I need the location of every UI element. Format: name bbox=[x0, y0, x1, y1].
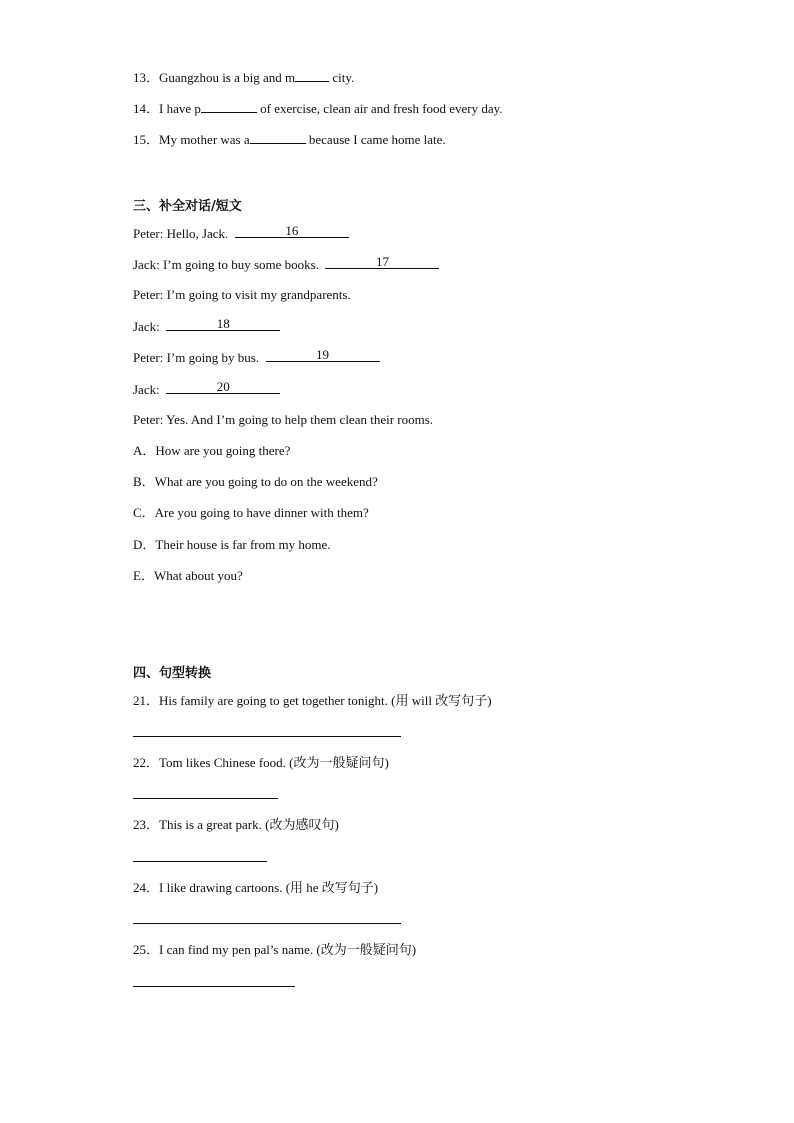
question-24: 24．I like drawing cartoons. (用 he 改写句子) bbox=[133, 880, 379, 895]
dialogue-text: Peter: I’m going by bus. bbox=[133, 350, 260, 365]
blank-number: 18 bbox=[216, 316, 230, 331]
option-a: A．How are you going there? bbox=[133, 443, 291, 458]
answer-blank-20[interactable] bbox=[166, 381, 280, 394]
blank-number: 19 bbox=[316, 347, 330, 362]
question-14 bbox=[133, 100, 503, 117]
answer-line-25[interactable] bbox=[133, 986, 295, 987]
question-text: of exercise, clean air and fresh food every day. bbox=[256, 101, 503, 116]
question-number: 14． bbox=[133, 101, 160, 116]
question-text: I have p bbox=[159, 101, 201, 116]
dialogue-line-1 bbox=[133, 225, 349, 242]
blank-number: 20 bbox=[216, 379, 230, 394]
question-text: My mother was a bbox=[159, 132, 250, 147]
dialogue-text: Jack: I’m going to buy some books. bbox=[133, 257, 319, 272]
section-3-title: 三、补全对话/短文 bbox=[133, 199, 242, 214]
dialogue-line-3 bbox=[133, 287, 351, 303]
question-number: 15． bbox=[133, 132, 160, 147]
question-text: city. bbox=[329, 70, 355, 85]
question-15 bbox=[133, 131, 446, 148]
question-25: 25．I can find my pen pal’s name. (改为一般疑问句) bbox=[133, 942, 417, 957]
dialogue-text: Peter: I’m going to visit my grandparents. bbox=[133, 287, 351, 302]
answer-line-21[interactable] bbox=[133, 736, 401, 737]
answer-blank[interactable] bbox=[201, 100, 257, 113]
dialogue-line-2 bbox=[133, 256, 439, 273]
question-23: 23．This is a great park. (改为感叹句) bbox=[133, 817, 339, 832]
answer-blank-19[interactable] bbox=[266, 349, 380, 362]
dialogue-line-7 bbox=[133, 412, 433, 428]
blank-number: 16 bbox=[285, 223, 299, 238]
option-d: D．Their house is far from my home. bbox=[133, 537, 331, 552]
answer-blank-18[interactable] bbox=[166, 318, 280, 331]
answer-line-23[interactable] bbox=[133, 861, 267, 862]
dialogue-text: Jack: bbox=[133, 382, 160, 397]
dialogue-line-4 bbox=[133, 318, 280, 335]
answer-blank[interactable] bbox=[295, 69, 329, 82]
answer-line-24[interactable] bbox=[133, 923, 401, 924]
question-text: Guangzhou is a big and m bbox=[159, 70, 296, 85]
question-text: because I came home late. bbox=[305, 132, 446, 147]
question-number: 13． bbox=[133, 70, 160, 85]
answer-line-22[interactable] bbox=[133, 798, 278, 799]
blank-number: 17 bbox=[375, 254, 389, 269]
answer-blank-17[interactable] bbox=[325, 256, 439, 269]
option-c: C．Are you going to have dinner with them? bbox=[133, 505, 369, 520]
answer-blank-16[interactable] bbox=[235, 225, 349, 238]
dialogue-text: Peter: Yes. And I’m going to help them clean their rooms. bbox=[133, 412, 434, 427]
option-b: B．What are you going to do on the weekend? bbox=[133, 474, 378, 489]
dialogue-line-5 bbox=[133, 349, 380, 366]
question-13 bbox=[133, 69, 354, 86]
dialogue-text: Peter: Hello, Jack. bbox=[133, 226, 229, 241]
section-4-title: 四、句型转换 bbox=[133, 666, 212, 681]
answer-blank[interactable] bbox=[250, 131, 306, 144]
dialogue-line-6 bbox=[133, 381, 280, 398]
question-22: 22．Tom likes Chinese food. (改为一般疑问句) bbox=[133, 755, 389, 770]
option-e: E．What about you? bbox=[133, 568, 243, 583]
dialogue-text: Jack: bbox=[133, 319, 160, 334]
question-21: 21．His family are going to get together tonight. (用 will 改写句子) bbox=[133, 693, 492, 708]
